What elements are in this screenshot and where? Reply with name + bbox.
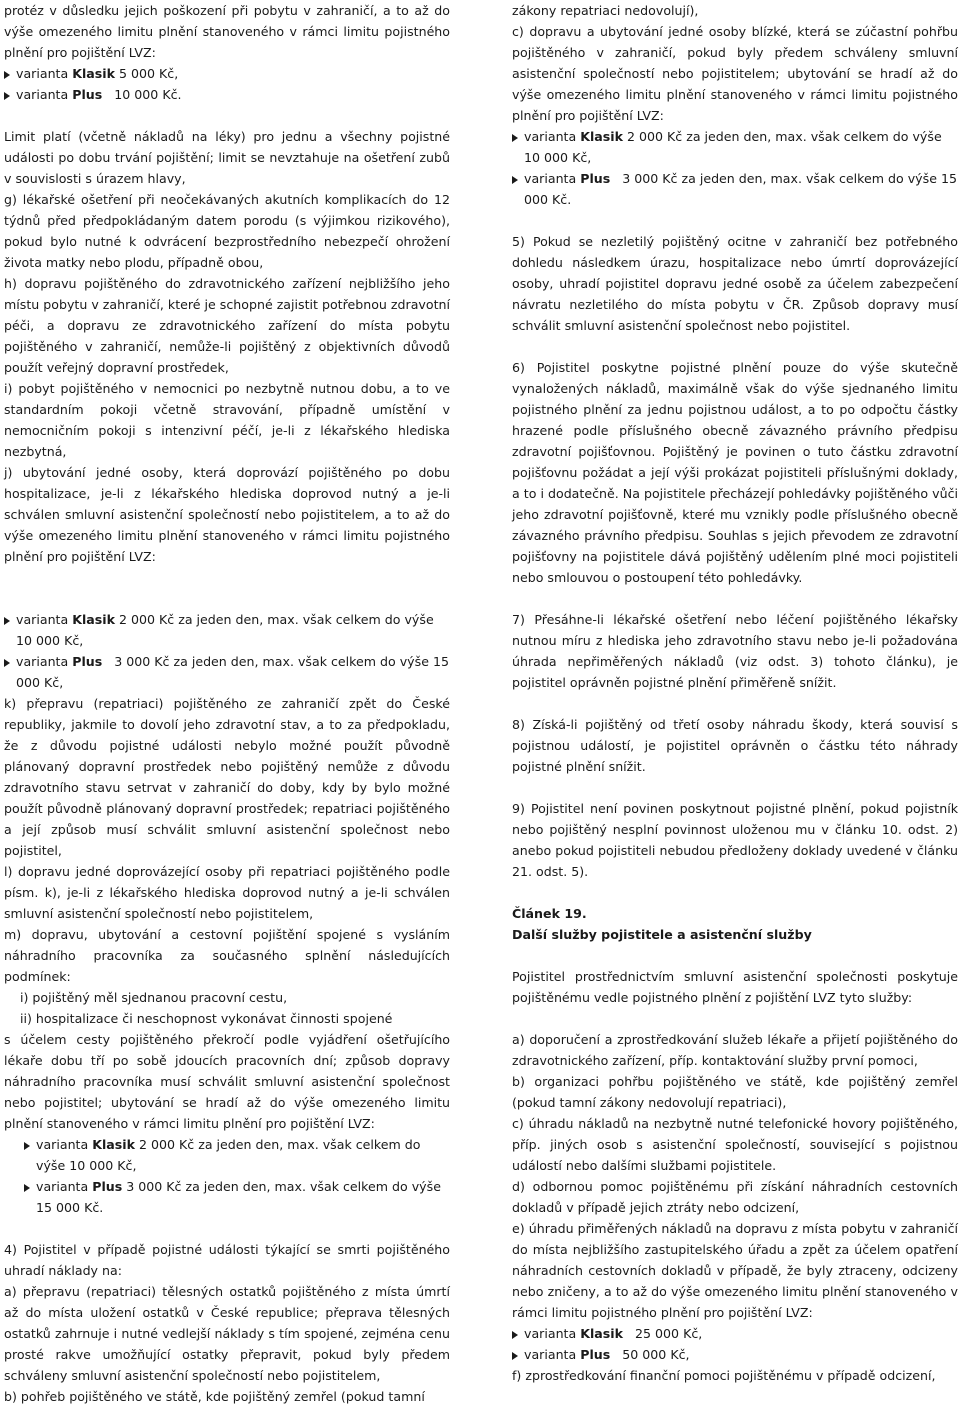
variant-prefix: varianta [16,612,73,627]
service-d: d) odbornou pomoc pojištěnému při získání náhradních cestovních dokladů v případě jejich ztráty nebo odcizení, [512,1179,958,1215]
variant-value: 50 000 Kč, [610,1347,690,1362]
variant-name: Plus [92,1179,123,1194]
variant-prefix: varianta [524,1326,581,1341]
paragraph-5: 5) Pokud se nezletilý pojištěný ocitne v zahraničí bez potřebného dohledu následkem úrazu, hospitalizace nebo úmrtí doprovázející osoby, uhradí pojistitel dopravu jedné osobě za účelem zabezpečení návratu nezletilého do místa pobytu v ČR. Způsob dopravy musí schválit smluvní asistenční společnost nebo pojistitel. [512,234,958,333]
article-intro: Pojistitel prostřednictvím smluvní asistenční společnosti poskytuje pojištěnému vedle pojistného plnění z pojištění LVZ tyto služby: [512,969,958,1005]
variant-plus-line [24,1176,450,1218]
variant-prefix: varianta [36,1179,93,1194]
variant-name: Klasik [580,1326,623,1341]
variant-name: Plus [72,654,103,669]
variant-klasik-line [512,1323,958,1344]
paragraph-continuation: zákony repatriaci nedovolují), [512,3,699,18]
variant-prefix: varianta [16,654,73,669]
service-f: f) zprostředkování finanční pomoci pojištěnému v případě odcizení, [512,1368,936,1383]
paragraph-prosthesis: protéz v důsledku jejich poškození při pobytu v zahraničí, a to až do výše omezeného limitu plnění stanoveného v rámci limitu pojistného plnění pro pojištění LVZ: [4,3,450,60]
paragraph-7: 7) Přesáhne-li lékařské ošetření nebo léčení pojištěného lékařsky nutnou míru z hlediska jeho zdravotního stavu nebo je-li požadována úhrada nepřiměřených nákladů (viz odst. 3) tohoto článku), je pojistitel oprávněn pojistné plnění přiměřeně snížit. [512,612,958,690]
item-m-ii-cont: s účelem cesty pojištěného překročí podle vyjádření ošetřujícího lékaře dobu tří po sobě jdoucích pracovních dní; způsob dopravy náhradního pracovníka musí schválit smluvní asistenční společnost nebo pojistitel; ubytování se hradí až do výše omezeného limitu plnění stanoveného v rámci limitu plnění pro pojištění LVZ: [4,1032,450,1131]
variant-name: Klasik [92,1137,135,1152]
triangle-bullet-icon [24,1184,30,1192]
item-g: g) lékařské ošetření při neočekávaných akutních komplikacích do 12 týdnů před předpokládaným datem porodu (s výjimkou rizikového), pokud bylo nutné k odvrácení bezprostředního nebezpečí ohrožení života matky nebo plodu, případně obou, [4,192,450,270]
item-h: h) dopravu pojištěného do zdravotnického zařízení nejbližšího jeho místu pobytu v zahraničí, které je schopné zajistit potřebnou zdravotní péči, a dopravu ze zdravotnického zařízení do místa pobytu pojištěného v zahraničí, nemůže-li pojištěný z objektivních důvodů použít veřejný dopravní prostředek, [4,276,450,375]
variant-value: 3 000 Kč za jeden den, max. však celkem do výše 15 000 Kč. [36,1179,441,1215]
variant-value: 2 000 Kč za jeden den, max. však celkem do výše 10 000 Kč, [36,1137,421,1173]
item-4b: b) pohřeb pojištěného ve státě, kde pojištěný zemřel (pokud tamní [4,1389,425,1404]
variant-name: Plus [72,87,103,102]
variant-prefix: varianta [524,129,581,144]
variant-value: 3 000 Kč za jeden den, max. však celkem do výše 15 000 Kč. [524,171,957,207]
variant-plus-line [4,84,450,105]
item-j: j) ubytování jedné osoby, která doprovází pojištěného po dobu hospitalizace, je-li z lékařského hlediska doprovod nutný a je-li schválen smluvní asistenční společností nebo pojistitelem, a to až do výše omezeného limitu plnění stanoveného v rámci limitu pojistného plnění pro pojištění LVZ: [4,465,450,564]
variant-klasik-line [4,609,450,651]
paragraph-4: 4) Pojistitel v případě pojistné události týkající se smrti pojištěného uhradí náklady na: [4,1242,450,1278]
variant-name: Plus [580,1347,611,1362]
item-i: i) pobyt pojištěného v nemocnici po nezbytně nutnou dobu, a to ve standardním pokoji včetně stravování, případně umístění v nemocničním pokoji s intenzivní péčí, je-li z lékařského hlediska nezbytná, [4,381,450,459]
variant-name: Plus [580,171,611,186]
item-m-ii: ii) hospitalizace či neschopnost vykonávat činnosti spojené [20,1011,393,1026]
triangle-bullet-icon [512,1352,518,1360]
article-number: Článek 19. [512,906,587,921]
triangle-bullet-icon [512,1331,518,1339]
paragraph-6: 6) Pojistitel poskytne pojistné plnění pouze do výše skutečně vynaložených nákladů, maximálně však do výše sjednaného limitu pojistného plnění za jednu pojistnou událost, a to po odpočtu částky hrazené podle příslušného obecně závazného právního předpisu zdravotní pojišťovnou. Pojištěný je povinen o tuto částku zdravotní pojišťovnu požádat a její výši prokázat pojistiteli příslušnými doklady, a to i dodatečně. Na pojistitele přecházejí pohledávky pojištěného vůči jeho zdravotní pojišťovně, které mu vznikly podle příslušného obecně závazného právního předpisu. Souhlas s jejich převodem ze zdravotní pojišťovny na pojistitele dává pojištěný udělením plné moci pojistiteli nebo smlouvou o postoupení této pohledávky. [512,360,958,585]
article-title: Další služby pojistitele a asistenční služby [512,927,812,942]
right-column [512,0,958,1386]
variant-klasik-line [4,63,450,84]
service-e: e) úhradu přiměřených nákladů na dopravu z místa pobytu v zahraničí do místa nejbližšího zastupitelského úřadu a zpět za účelem opatření náhradních cestovních dokladů v případě, že byly ztraceny, odcizeny nebo zničeny, a to až do výše omezeného limitu plnění stanoveného v rámci limitu pojistného plnění pro pojištění LVZ: [512,1221,958,1320]
service-c: c) úhradu nákladů na nezbytně nutné telefonické hovory pojištěného, příp. jiných osob s asistenční společností, související s pojistnou událostí nebo dalšími službami pojistitele. [512,1116,958,1173]
variant-name: Klasik [72,612,115,627]
variant-value: 10 000 Kč. [102,87,182,102]
variant-prefix: varianta [36,1137,93,1152]
variant-value: 2 000 Kč za jeden den, max. však celkem do výše 10 000 Kč, [16,612,434,648]
variant-prefix: varianta [16,87,73,102]
service-a: a) doporučení a zprostředkování služeb lékaře a přijetí pojištěného do zdravotnického zařízení, příp. kontaktování služby první pomoci, [512,1032,958,1068]
triangle-bullet-icon [4,617,10,625]
variant-prefix: varianta [524,171,581,186]
variant-name: Klasik [580,129,623,144]
triangle-bullet-icon [512,176,518,184]
variant-value: 25 000 Kč, [622,1326,703,1341]
triangle-bullet-icon [4,92,10,100]
variant-value: 3 000 Kč za jeden den, max. však celkem do výše 15 000 Kč, [16,654,449,690]
paragraph-9: 9) Pojistitel není povinen poskytnout pojistné plnění, pokud pojistník nebo pojištěný nesplní povinnost uloženou mu v článku 10. odst. 2) anebo pokud pojistiteli nebudou předloženy doklady uvedené v článku 21. odst. 5). [512,801,958,879]
variant-klasik-line [24,1134,450,1176]
paragraph-limit: Limit platí (včetně nákladů na léky) pro jednu a všechny pojistné události po dobu trvání pojištění; limit se nevztahuje na ošetření zubů v souvislosti s úrazem hlavy, [4,129,450,186]
triangle-bullet-icon [512,134,518,142]
variant-plus-line [4,651,450,693]
paragraph-8: 8) Získá-li pojištěný od třetí osoby náhradu škody, která souvisí s pojistnou událostí, je pojistitel oprávněn o částku této náhrady pojistné plnění snížit. [512,717,958,774]
item-m: m) dopravu, ubytování a cestovní pojištění spojené s vysláním náhradního pracovníka za současného splnění následujících podmínek: [4,927,450,984]
left-column [4,0,450,1407]
triangle-bullet-icon [4,659,10,667]
item-4a: a) přepravu (repatriaci) tělesných ostatků pojištěného z místa úmrtí až do místa uložení ostatků v České republice; přeprava tělesných ostatků zahrnuje i nutné vedlejší náklady s tím spojené, zejména cenu prosté rakve umožňující ostatky přepravit, pokud byly předem schváleny smluvní asistenční společností nebo pojistitelem, [4,1284,450,1383]
variant-klasik-line [512,126,958,168]
variant-plus-line [512,1344,958,1365]
variant-prefix: varianta [16,66,73,81]
item-c: c) dopravu a ubytování jedné osoby blízké, která se zúčastní pohřbu pojištěného v zahraničí, pokud byly předem schváleny smluvní asistenční společností nebo pojistitelem; ubytování se hradí až do výše omezeného limitu plnění stanoveného v rámci limitu pojistného plnění pro pojištění LVZ: [512,24,958,123]
item-m-i: i) pojištěný měl sjednanou pracovní cestu, [20,990,288,1005]
service-b: b) organizaci pohřbu pojištěného ve státě, kde pojištěný zemřel (pokud tamní zákony nedovolují repatriaci), [512,1074,958,1110]
item-l: l) dopravu jedné doprovázející osoby při repatriaci pojištěného podle písm. k), je-li z lékařského hlediska doprovod nutný a je-li schválen smluvní asistenční společností nebo pojistitelem, [4,864,450,921]
triangle-bullet-icon [4,71,10,79]
item-k: k) přepravu (repatriaci) pojištěného ze zahraničí zpět do České republiky, jakmile to dovolí jeho zdravotní stav, a to za předpokladu, že z důvodu pojistné události nebylo možné použít původně plánovaný dopravní prostředek nebo pojištěný nemůže z důvodu zdravotního stavu setrvat v zahraničí do doby, kdy by bylo možné použít původně plánovaný dopravní prostředek; repatriaci pojištěného a její způsob musí schválit smluvní asistenční společnost nebo pojistitel, [4,696,450,858]
variant-value: 5 000 Kč, [114,66,179,81]
variant-plus-line [512,168,958,210]
triangle-bullet-icon [24,1142,30,1150]
variant-prefix: varianta [524,1347,581,1362]
variant-value: 2 000 Kč za jeden den, max. však celkem do výše 10 000 Kč, [524,129,942,165]
variant-name: Klasik [72,66,115,81]
